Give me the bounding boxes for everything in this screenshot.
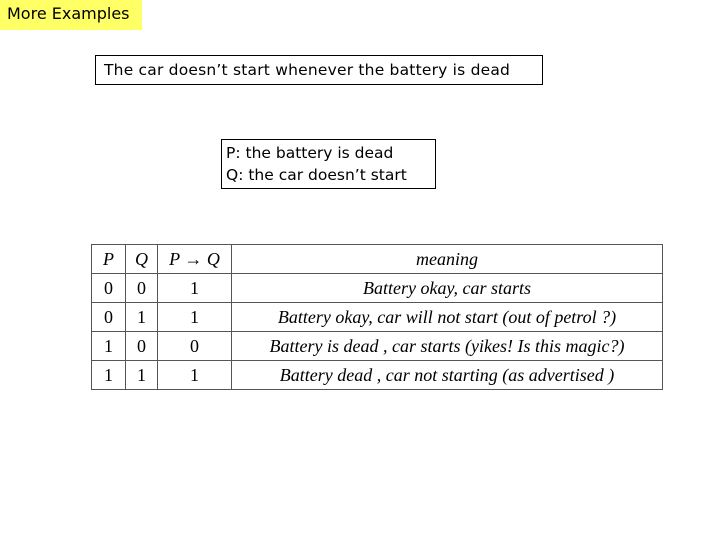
cell-q: 1 <box>126 303 158 332</box>
header-p: P <box>92 245 126 274</box>
proposition-q: Q: the car doesn’t start <box>226 166 407 184</box>
cell-meaning: Battery is dead , car starts (yikes! Is this magic?) <box>232 332 663 361</box>
cell-q: 0 <box>126 332 158 361</box>
cell-meaning: Battery okay, car starts <box>232 274 663 303</box>
table-row <box>92 303 663 332</box>
table-row <box>92 274 663 303</box>
cell-pq: 1 <box>158 303 232 332</box>
propositions-box <box>221 139 436 189</box>
header-p-implies-q: P → Q <box>158 245 232 274</box>
statement-box: The car doesn’t start whenever the battery is dead <box>95 55 543 85</box>
table-row <box>92 332 663 361</box>
cell-q: 0 <box>126 274 158 303</box>
cell-meaning: Battery okay, car will not start (out of petrol ?) <box>232 303 663 332</box>
cell-p: 0 <box>92 274 126 303</box>
header-meaning: meaning <box>232 245 663 274</box>
truth-table-header-row <box>92 245 663 274</box>
cell-pq: 1 <box>158 274 232 303</box>
cell-p: 1 <box>92 332 126 361</box>
cell-pq: 1 <box>158 361 232 390</box>
cell-meaning: Battery dead , car not starting (as advertised ) <box>232 361 663 390</box>
cell-q: 1 <box>126 361 158 390</box>
header-q: Q <box>126 245 158 274</box>
truth-table <box>91 244 663 390</box>
slide-title: More Examples <box>0 0 142 30</box>
cell-p: 1 <box>92 361 126 390</box>
cell-pq: 0 <box>158 332 232 361</box>
proposition-p: P: the battery is dead <box>226 144 394 162</box>
table-row <box>92 361 663 390</box>
cell-p: 0 <box>92 303 126 332</box>
